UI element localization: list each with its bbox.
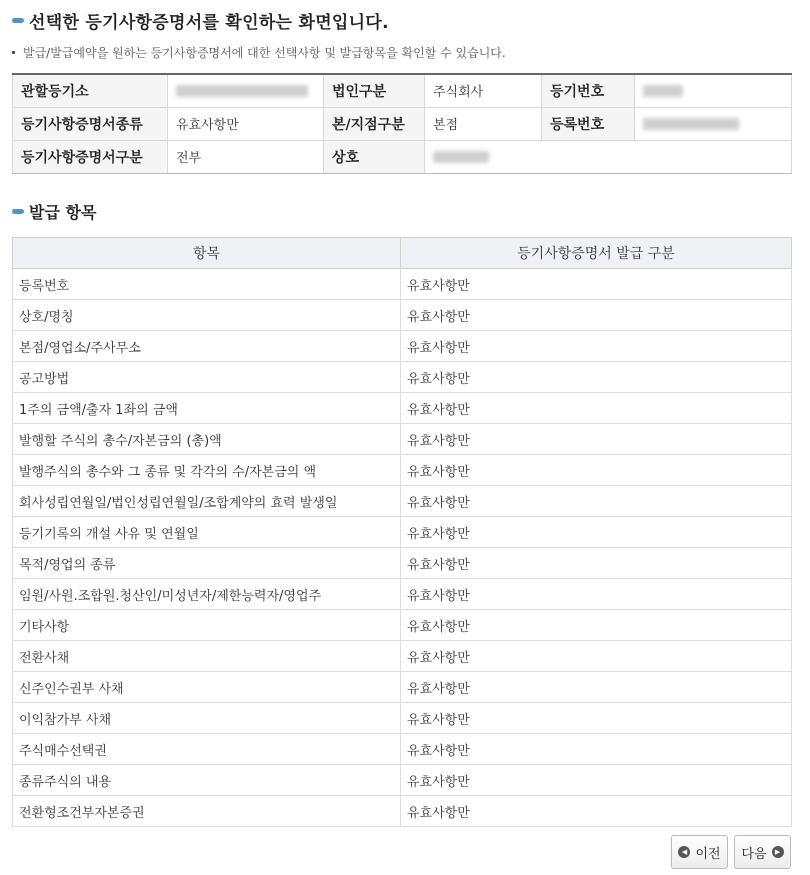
table-row bbox=[13, 703, 792, 734]
summary-label-registration-no: 등록번호 bbox=[542, 107, 635, 140]
info-note bbox=[12, 44, 506, 61]
redacted-value bbox=[176, 85, 308, 97]
item-issue-type-cell: 유효사항만 bbox=[401, 393, 792, 424]
next-button-label: 다음 bbox=[741, 846, 767, 862]
page-title-text: 선택한 등기사항증명서를 확인하는 화면입니다. bbox=[29, 13, 389, 33]
summary-row bbox=[13, 107, 792, 140]
item-name-cell: 등록번호 bbox=[13, 269, 401, 300]
item-name-cell: 신주인수권부 사채 bbox=[13, 672, 401, 703]
table-row bbox=[13, 300, 792, 331]
table-row bbox=[13, 796, 792, 827]
arrow-left-icon: ◀ bbox=[678, 846, 690, 858]
table-row bbox=[13, 455, 792, 486]
table-row bbox=[13, 672, 792, 703]
items-header-row bbox=[13, 238, 792, 269]
table-row bbox=[13, 610, 792, 641]
summary-row bbox=[13, 140, 792, 173]
table-row bbox=[13, 331, 792, 362]
summary-value-cert-scope: 전부 bbox=[168, 140, 324, 173]
prev-button[interactable] bbox=[671, 835, 728, 869]
item-name-cell: 이익참가부 사채 bbox=[13, 703, 401, 734]
table-row bbox=[13, 362, 792, 393]
summary-table bbox=[12, 73, 792, 174]
item-name-cell: 전환형조건부자본증권 bbox=[13, 796, 401, 827]
note-bullet-icon bbox=[12, 51, 15, 54]
item-issue-type-cell: 유효사항만 bbox=[401, 610, 792, 641]
item-name-cell: 종류주식의 내용 bbox=[13, 765, 401, 796]
item-name-cell: 상호/명칭 bbox=[13, 300, 401, 331]
table-row bbox=[13, 641, 792, 672]
summary-label-reg-no: 등기번호 bbox=[542, 74, 635, 107]
table-row bbox=[13, 486, 792, 517]
title-bullet-icon bbox=[12, 209, 24, 214]
table-row bbox=[13, 579, 792, 610]
arrow-right-icon: ▶ bbox=[772, 846, 784, 858]
table-row bbox=[13, 517, 792, 548]
summary-value-reg-no bbox=[635, 74, 792, 107]
summary-label-cert-scope: 등기사항증명서구분 bbox=[13, 140, 168, 173]
item-issue-type-cell: 유효사항만 bbox=[401, 672, 792, 703]
summary-value-cert-kind: 유효사항만 bbox=[168, 107, 324, 140]
item-issue-type-cell: 유효사항만 bbox=[401, 703, 792, 734]
summary-value-registry-office bbox=[168, 74, 324, 107]
item-issue-type-cell: 유효사항만 bbox=[401, 424, 792, 455]
summary-row bbox=[13, 74, 792, 107]
item-name-cell: 기타사항 bbox=[13, 610, 401, 641]
table-row bbox=[13, 269, 792, 300]
next-button[interactable] bbox=[734, 835, 791, 869]
table-row bbox=[13, 424, 792, 455]
item-name-cell: 임원/사원.조합원.청산인/미성년자/제한능력자/영업주 bbox=[13, 579, 401, 610]
summary-label-cert-kind: 등기사항증명서종류 bbox=[13, 107, 168, 140]
item-issue-type-cell: 유효사항만 bbox=[401, 641, 792, 672]
item-issue-type-cell: 유효사항만 bbox=[401, 579, 792, 610]
item-name-cell: 전환사채 bbox=[13, 641, 401, 672]
item-issue-type-cell: 유효사항만 bbox=[401, 455, 792, 486]
summary-label-branch-type: 본/지점구분 bbox=[324, 107, 425, 140]
table-row bbox=[13, 548, 792, 579]
redacted-value bbox=[643, 85, 683, 97]
summary-label-trade-name: 상호 bbox=[324, 140, 425, 173]
items-table bbox=[12, 237, 792, 827]
summary-value-branch-type: 본점 bbox=[425, 107, 542, 140]
summary-label-registry-office: 관할등기소 bbox=[13, 74, 168, 107]
items-section-title-text: 발급 항목 bbox=[29, 203, 97, 222]
item-issue-type-cell: 유효사항만 bbox=[401, 734, 792, 765]
item-name-cell: 회사성립연월일/법인성립연월일/조합계약의 효력 발생일 bbox=[13, 486, 401, 517]
item-name-cell: 목적/영업의 종류 bbox=[13, 548, 401, 579]
summary-value-registration-no bbox=[635, 107, 792, 140]
redacted-value bbox=[643, 118, 739, 130]
item-name-cell: 1주의 금액/출자 1좌의 금액 bbox=[13, 393, 401, 424]
item-issue-type-cell: 유효사항만 bbox=[401, 517, 792, 548]
page-title bbox=[12, 8, 389, 33]
item-name-cell: 공고방법 bbox=[13, 362, 401, 393]
item-issue-type-cell: 유효사항만 bbox=[401, 269, 792, 300]
summary-value-trade-name bbox=[425, 140, 792, 173]
info-note-text: 발급/발급예약을 원하는 등기사항증명서에 대한 선택사항 및 발급항목을 확인할 수 있습니다. bbox=[23, 46, 506, 60]
items-section-title bbox=[12, 200, 96, 223]
item-name-cell: 발행할 주식의 총수/자본금의 (총)액 bbox=[13, 424, 401, 455]
prev-button-label: 이전 bbox=[695, 846, 721, 862]
item-name-cell: 등기기록의 개설 사유 및 연월일 bbox=[13, 517, 401, 548]
item-issue-type-cell: 유효사항만 bbox=[401, 300, 792, 331]
item-issue-type-cell: 유효사항만 bbox=[401, 331, 792, 362]
item-issue-type-cell: 유효사항만 bbox=[401, 765, 792, 796]
redacted-value bbox=[433, 151, 489, 163]
table-row bbox=[13, 765, 792, 796]
item-name-cell: 발행주식의 총수와 그 종류 및 각각의 수/자본금의 액 bbox=[13, 455, 401, 486]
item-name-cell: 본점/영업소/주사무소 bbox=[13, 331, 401, 362]
column-header-item: 항목 bbox=[13, 238, 401, 269]
table-row bbox=[13, 393, 792, 424]
title-bullet-icon bbox=[12, 18, 24, 23]
item-issue-type-cell: 유효사항만 bbox=[401, 362, 792, 393]
summary-value-corp-type: 주식회사 bbox=[425, 74, 542, 107]
column-header-issue-type: 등기사항증명서 발급 구분 bbox=[401, 238, 792, 269]
summary-label-corp-type: 법인구분 bbox=[324, 74, 425, 107]
item-name-cell: 주식매수선택권 bbox=[13, 734, 401, 765]
item-issue-type-cell: 유효사항만 bbox=[401, 796, 792, 827]
table-row bbox=[13, 734, 792, 765]
item-issue-type-cell: 유효사항만 bbox=[401, 548, 792, 579]
item-issue-type-cell: 유효사항만 bbox=[401, 486, 792, 517]
